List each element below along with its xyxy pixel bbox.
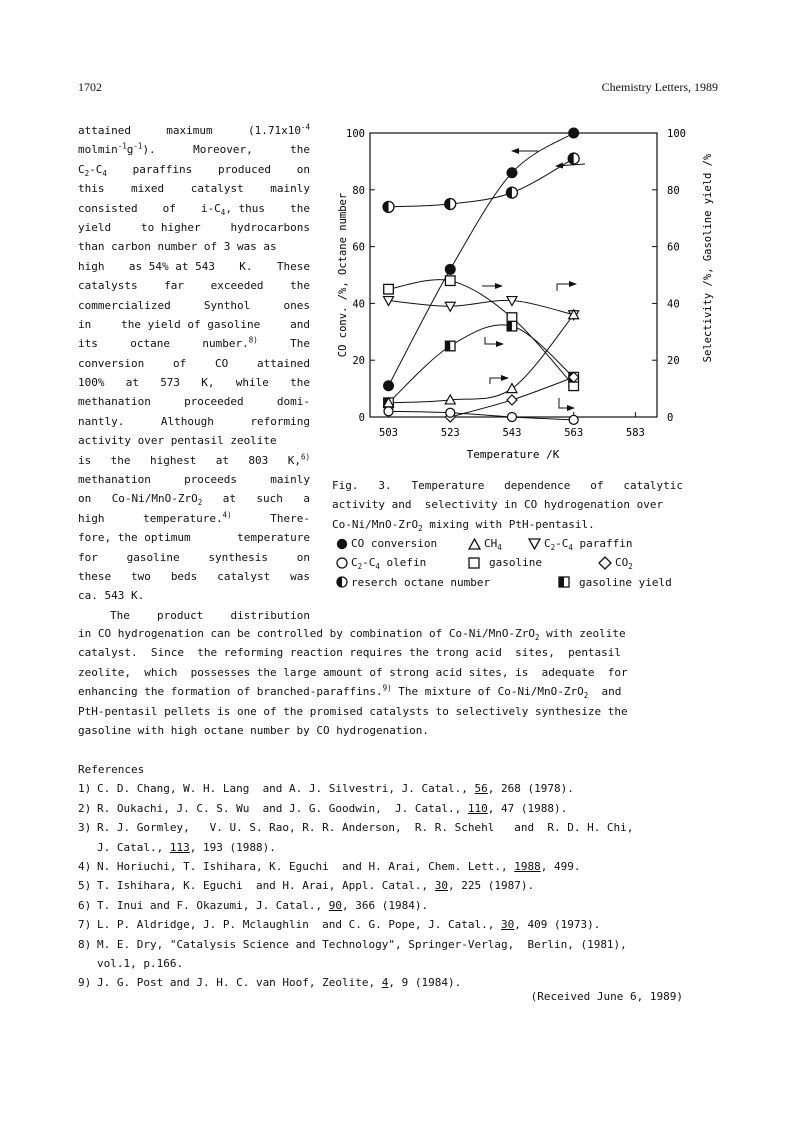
text-line: ca. 543 K. <box>78 589 145 603</box>
text-line: conversion of CO attained <box>78 356 310 370</box>
text-line: activity over pentasil zeolite <box>78 434 277 448</box>
half-filled-square-icon <box>558 576 570 588</box>
triangle-down-icon <box>528 538 541 550</box>
legend-item-ch4: $CH_4$ <box>468 534 502 553</box>
text-line: catalysts far exceeded the <box>78 279 310 293</box>
y-tick-label-right: 80 <box>667 184 680 197</box>
journal-title: Chemistry Letters, 1989 <box>601 80 718 94</box>
text-line: PtH-pentasil pellets is one of the promised catalysts to selectively synthesize the <box>78 704 628 718</box>
figure-chart <box>330 118 720 468</box>
x-tick-label: 503 <box>379 427 399 439</box>
text-line: on Co-Ni/MnO-ZrO$_2$ at such a <box>78 492 310 508</box>
reserch-octane-number-point <box>383 201 394 212</box>
text-line: catalyst. Since the reforming reaction requires the trong acid sites, pentasil <box>78 646 622 660</box>
text-line: this mixed catalyst mainly <box>78 182 310 196</box>
x-axis-label: Temperature /K <box>466 448 560 461</box>
arrow-right <box>559 398 574 408</box>
x-tick-label: 543 <box>502 427 522 439</box>
open-diamond-icon <box>598 556 612 570</box>
text-line: high as 54% at 543 K. These <box>78 259 310 273</box>
received-date: (Received June 6, 1989) <box>530 990 683 1003</box>
reference-item: 1) C. D. Chang, W. H. Lang and A. J. Silvestri, J. Catal., 56, 268 (1978). <box>78 782 574 796</box>
series-markers <box>383 128 579 425</box>
reference-item-continued: vol.1, p.166. <box>97 957 184 971</box>
y-tick-label-left: 20 <box>352 355 365 368</box>
y-tick-label-left: 80 <box>352 184 365 197</box>
legend-row <box>336 573 716 592</box>
series-line-c2-c4-olefin <box>389 411 574 420</box>
text-line: consisted of $i-C_4$, thus the <box>78 201 310 217</box>
text-line: fore, the optimum temperature <box>78 531 310 545</box>
reference-item: 9) J. G. Post and J. H. C. van Hoof, Zeolite, 4, 9 (1984). <box>78 976 462 990</box>
reference-item-continued: J. Catal., 113, 193 (1988). <box>97 840 276 854</box>
c2-c4-olefin-point <box>569 415 578 424</box>
c2-c4-olefin-point <box>446 408 455 417</box>
arrow-right <box>485 337 503 344</box>
co-conversion-point <box>506 167 517 178</box>
text-line: these two beds catalyst was <box>78 569 310 583</box>
text-line: gasoline with high octane number by CO hydrogenation. <box>78 724 429 738</box>
reference-item: 6) T. Inui and F. Okazumi, J. Catal., 90, 366 (1984). <box>78 898 429 912</box>
reserch-octane-number-point <box>445 199 456 210</box>
reference-item: 8) M. E. Dry, "Catalysis Science and Technology", Springer-Verlag, Berlin, (1981), <box>78 937 627 951</box>
x-tick-label: 563 <box>564 427 584 439</box>
legend-row <box>336 534 716 553</box>
reference-item: 2) R. Oukachi, J. C. S. Wu and J. G. Goodwin, J. Catal., 110, 47 (1988). <box>78 801 568 815</box>
arrow-right <box>490 378 508 384</box>
series-line-gasoline-yield <box>389 325 574 403</box>
x-tick-label: 583 <box>625 427 645 439</box>
text-line: commercialized Synthol ones <box>78 298 310 312</box>
y-tick-label-left: 0 <box>358 412 365 424</box>
legend-item-gasoline-yield: gasoline yield <box>558 573 672 592</box>
caption-line: Co-Ni/MnO-ZrO$_2$ mixing with PtH-pentasil. <box>332 517 595 533</box>
references <box>78 760 718 993</box>
left-column-text <box>78 121 310 625</box>
open-square-icon <box>468 557 480 569</box>
reference-item: 3) R. J. Gormley, V. U. S. Rao, R. R. Anderson, R. R. Schehl and R. D. H. Chi, <box>78 821 634 835</box>
series-line-reserch-octane-number <box>389 159 574 207</box>
x-tick-label: 523 <box>440 427 460 439</box>
series-line-co-conversion <box>389 133 574 386</box>
series-line-ch4 <box>389 315 574 403</box>
text-line: $molmin^{-1}g^{-1}$). Moreover, the <box>78 141 310 157</box>
legend-item-co2: $CO_2$ <box>598 553 633 572</box>
gasoline-point <box>384 284 394 294</box>
reference-item: 5) T. Ishihara, K. Eguchi and H. Arai, Appl. Catal., 30, 225 (1987). <box>78 879 535 893</box>
text-line: methanation proceeds mainly <box>78 473 310 487</box>
co2-point <box>507 395 517 405</box>
legend-item-olefin: $C_2-C_4$ olefin <box>336 553 426 572</box>
text-line: $C_2-C_4$ paraffins produced on <box>78 162 310 178</box>
y-tick-label-left: 40 <box>352 298 365 311</box>
reserch-octane-number-point <box>568 153 579 164</box>
half-filled-circle-icon <box>336 576 348 588</box>
text-line: yield to higher hydrocarbons <box>78 220 310 234</box>
reference-item: 4) N. Horiuchi, T. Ishihara, K. Eguchi and H. Arai, Chem. Lett., 1988, 499. <box>78 860 581 874</box>
y-tick-label-left: 100 <box>346 128 365 140</box>
body-paragraph <box>78 624 718 740</box>
text-line: nantly. Although reforming <box>78 414 310 428</box>
text-line: The product distribution <box>110 608 310 622</box>
co-conversion-point <box>445 264 456 275</box>
gasoline-point <box>445 276 455 286</box>
text-line: attained maximum ($1.71x10^{-4}$ <box>78 122 310 137</box>
text-line: enhancing the formation of branched-paraffins.$^{9)}$ The mixture of Co-Ni/MnO-ZrO$_2$ and <box>78 683 622 701</box>
text-line: than carbon number of 3 was as <box>78 240 277 254</box>
text-line: zeolite, which possesses the large amount of strong acid sites, is adequate for <box>78 665 628 679</box>
text-line: for gasoline synthesis on <box>78 550 310 564</box>
open-circle-icon <box>336 557 348 569</box>
text-line: is the highest at 803 K,$^{6)}$ <box>78 451 310 467</box>
y-tick-label-right: 40 <box>667 298 680 311</box>
references-heading: References <box>78 763 145 776</box>
c2-c4-paraffin-point <box>445 302 455 311</box>
ch4-point <box>507 384 517 393</box>
text-line: methanation proceeded domi- <box>78 395 310 409</box>
series-curves <box>389 133 574 420</box>
caption-line: Fig. 3. Temperature dependence of catalytic <box>332 479 683 492</box>
annotation-arrows <box>482 151 585 408</box>
y-tick-label-right: 0 <box>667 412 674 424</box>
reference-item: 7) L. P. Aldridge, J. P. Mclaughlin and C. G. Pope, J. Catal., 30, 409 (1973). <box>78 918 601 932</box>
gasoline-yield-point <box>445 341 455 351</box>
y-tick-label-right: 100 <box>667 128 686 140</box>
arrow-right <box>557 284 576 291</box>
y-tick-label-right: 60 <box>667 241 680 254</box>
co-conversion-point <box>568 128 579 139</box>
c2-c4-olefin-point <box>507 413 516 422</box>
c2-c4-olefin-point <box>384 407 393 416</box>
co-conversion-point <box>383 380 394 391</box>
reserch-octane-number-point <box>506 187 517 198</box>
arrow-left <box>556 164 585 166</box>
legend-item-co-conversion: CO conversion <box>336 534 437 553</box>
legend-item-gasoline: gasoline <box>468 553 542 572</box>
y-tick-label-right: 20 <box>667 355 680 368</box>
figure-legend <box>336 534 716 592</box>
legend-row <box>336 553 716 572</box>
y-tick-label-left: 60 <box>352 241 365 254</box>
legend-item-paraffin: $C_2-C_4$ paraffin <box>528 534 633 553</box>
gasoline-yield-point <box>507 321 517 331</box>
triangle-up-icon <box>468 538 481 550</box>
text-line: in the yield of gasoline and <box>78 317 310 331</box>
legend-item-octane: reserch octane number <box>336 573 490 592</box>
text-line: in CO hydrogenation can be controlled by combination of Co-Ni/MnO-ZrO$_2$ with zeolite <box>78 627 626 643</box>
page-number: 1702 <box>78 80 102 94</box>
filled-circle-icon <box>336 538 348 550</box>
text-line: 100% at 573 K, while the <box>78 376 310 390</box>
caption-line: activity and selectivity in CO hydrogenation over <box>332 498 664 512</box>
y-axis-left-label: CO conv. /%, Octane number <box>337 192 349 358</box>
series-line-c2-c4-paraffin <box>389 300 574 314</box>
y-axis-right-label: Selectivity /%, Gasoline yield /% <box>702 153 714 363</box>
text-line: high temperature.$^{4)}$ There- <box>78 510 310 525</box>
figure-caption <box>332 476 722 534</box>
text-line: its octane number.$^{8)}$ The <box>78 335 310 351</box>
